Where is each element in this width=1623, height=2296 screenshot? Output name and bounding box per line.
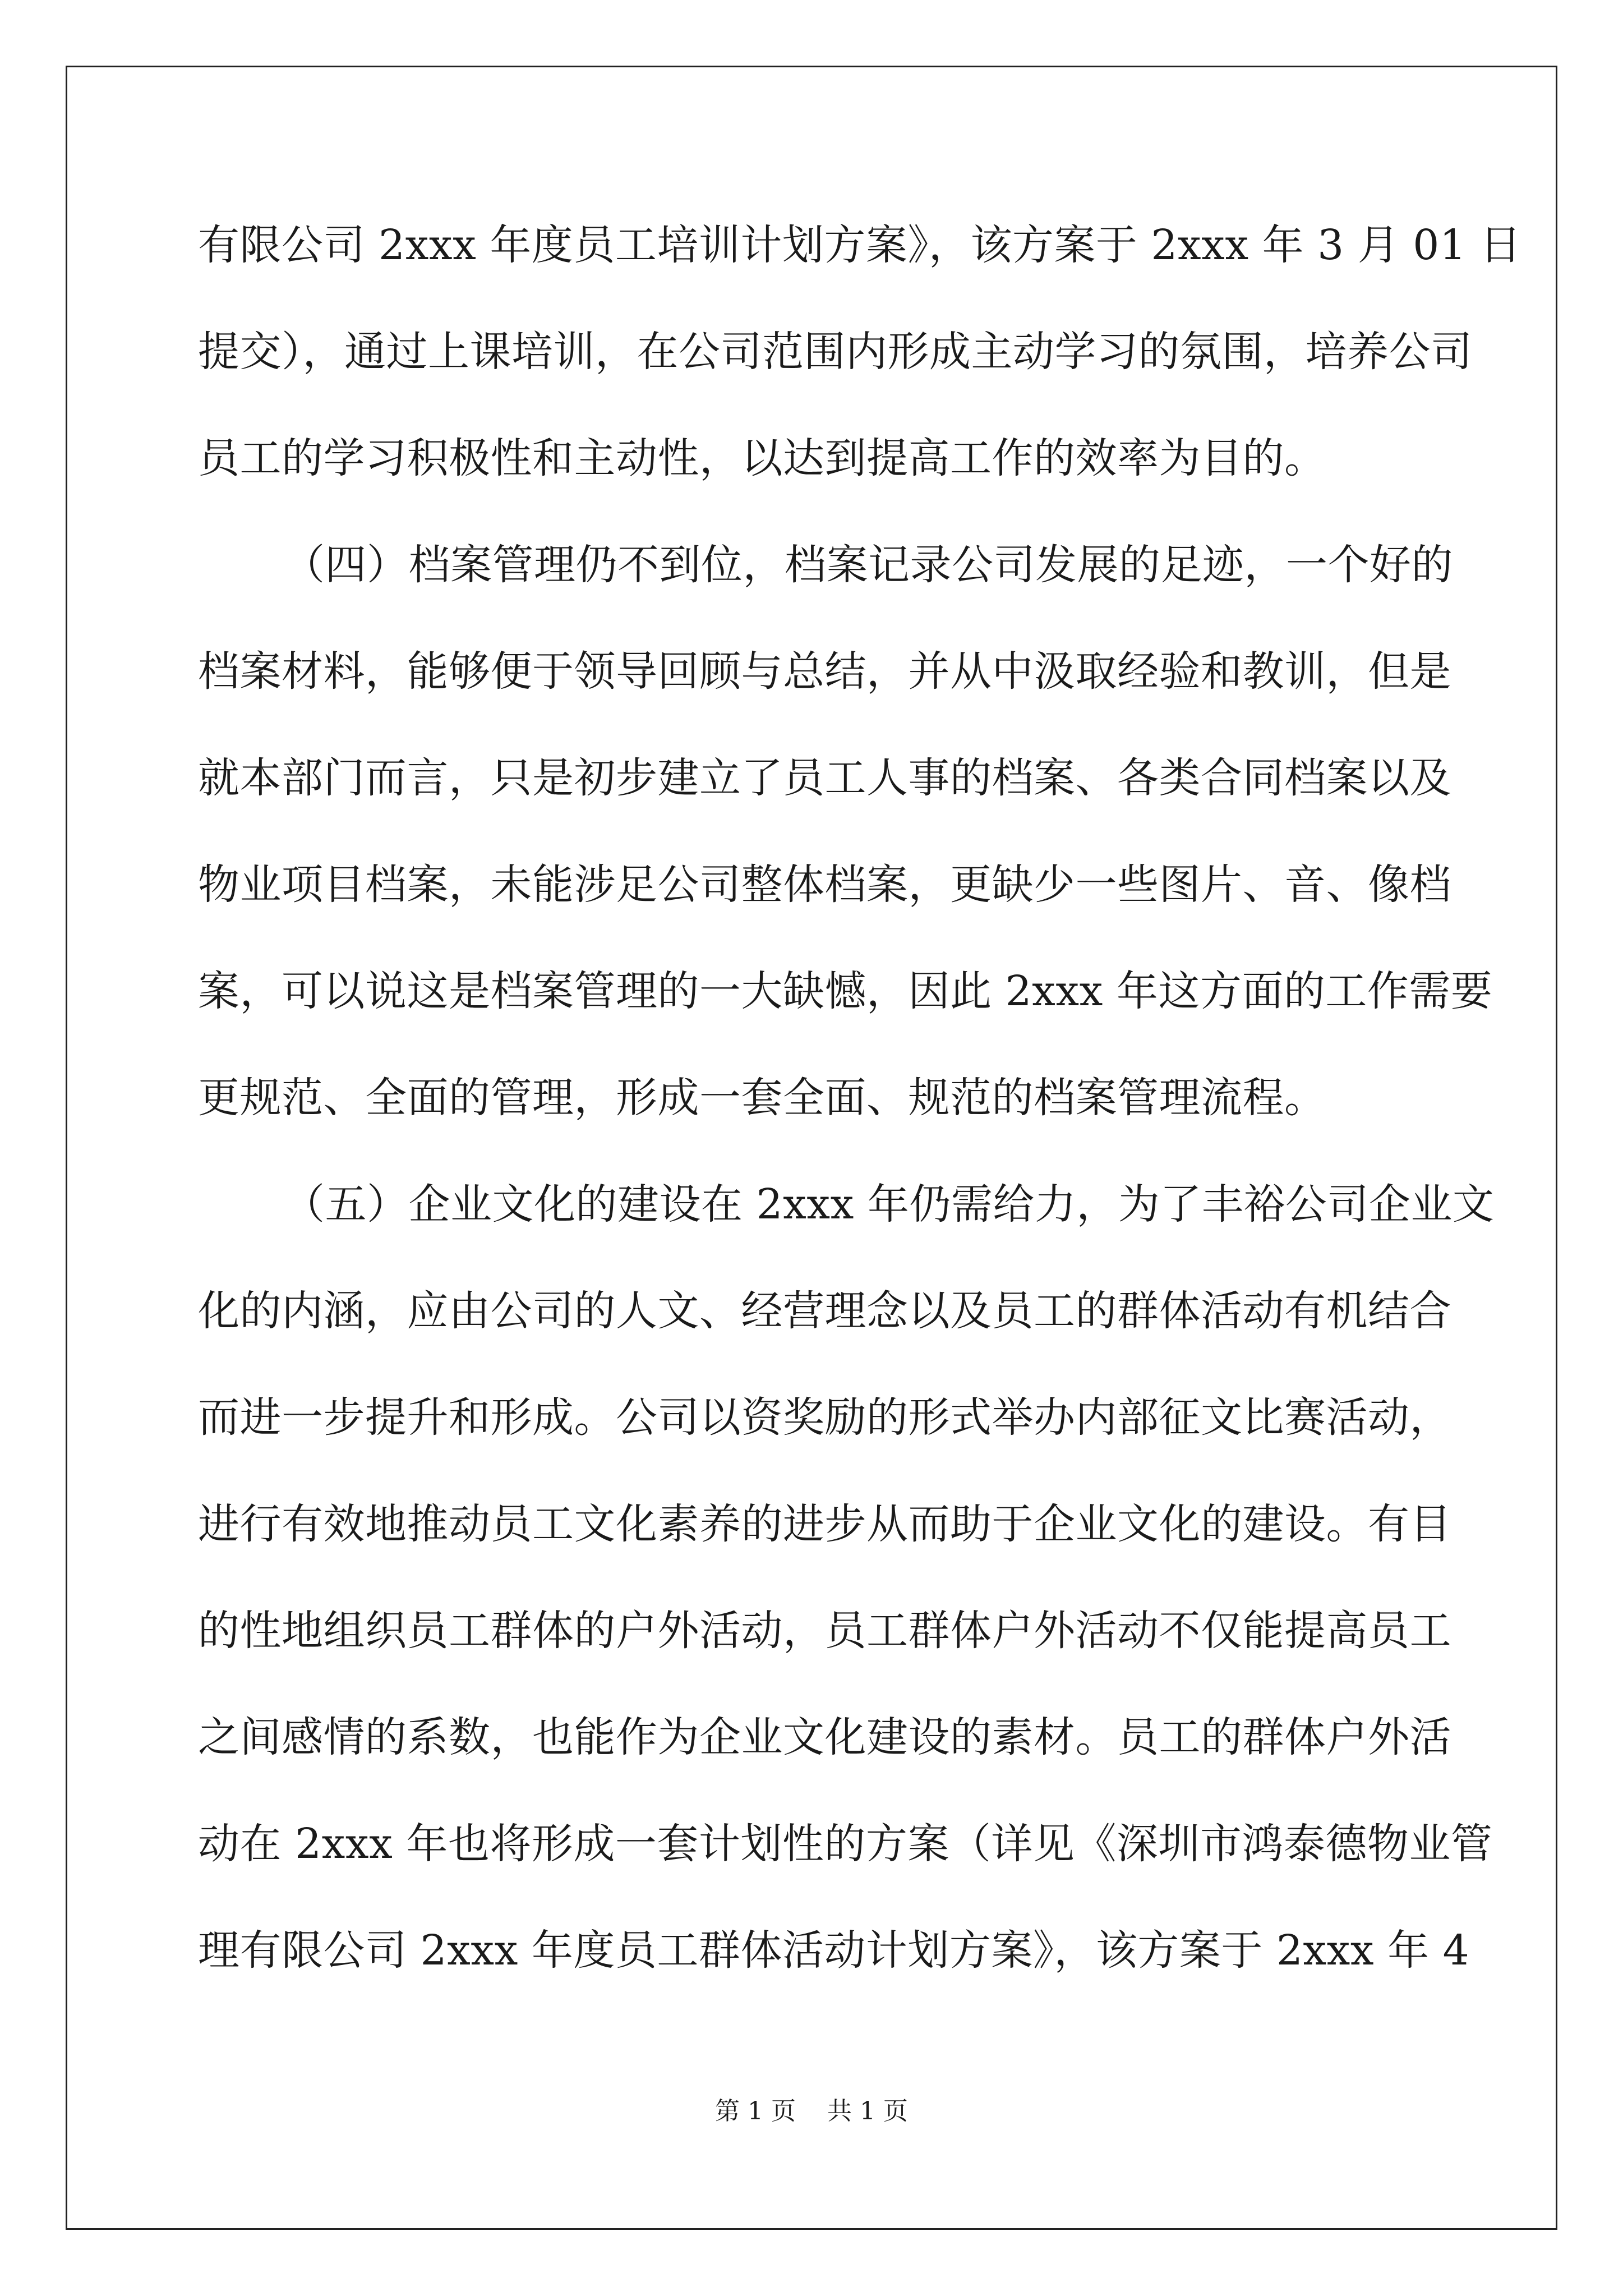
text-line: 物业项目档案，未能涉足公司整体档案，更缺少一些图片、音、像档	[198, 861, 1451, 909]
text-line: 而进一步提升和形成。公司以资奖励的形式举办内部征文比赛活动，	[198, 1393, 1451, 1442]
text-line: 有限公司 2xxx 年度员工培训计划方案》，该方案于 2xxx 年 3 月 01 日	[198, 221, 1521, 269]
text-line: 更规范、全面的管理，形成一套全面、规范的档案管理流程。	[198, 1074, 1326, 1122]
text-line: 员工的学习积极性和主动性，以达到提高工作的效率为目的。	[198, 434, 1326, 482]
text-line: 理有限公司 2xxx 年度员工群体活动计划方案》，该方案于 2xxx 年 4	[198, 1926, 1470, 1975]
text-line: 案，可以说这是档案管理的一大缺憾，因此 2xxx 年这方面的工作需要	[198, 967, 1493, 1015]
text-line: 就本部门而言，只是初步建立了员工人事的档案、各类合同档案以及	[198, 754, 1451, 802]
text-line: 化的内涵，应由公司的人文、经营理念以及员工的群体活动有机结合	[198, 1287, 1451, 1335]
text-line: 之间感情的系数，也能作为企业文化建设的素材。员工的群体户外活	[198, 1713, 1451, 1761]
text-line: 提交），通过上课培训，在公司范围内形成主动学习的氛围，培养公司	[198, 328, 1473, 376]
document-body	[198, 211, 1521, 2023]
paragraph-five-heading: （五）企业文化的建设在 2xxx 年仍需给力，为了丰裕公司企业文	[283, 1180, 1495, 1228]
text-line: 档案材料，能够便于领导回顾与总结，并从中汲取经验和教训，但是	[198, 647, 1451, 696]
paragraph-four-heading: （四）档案管理仍不到位，档案记录公司发展的足迹，一个好的	[283, 541, 1453, 589]
text-line: 动在 2xxx 年也将形成一套计划性的方案（详见《深圳市鸿泰德物业管	[198, 1820, 1493, 1868]
text-line: 进行有效地推动员工文化素养的进步从而助于企业文化的建设。有目	[198, 1500, 1451, 1548]
page-number-footer: 第 1 页 共 1 页	[715, 2097, 908, 2125]
text-line: 的性地组织员工群体的户外活动，员工群体户外活动不仅能提高员工	[198, 1607, 1451, 1655]
